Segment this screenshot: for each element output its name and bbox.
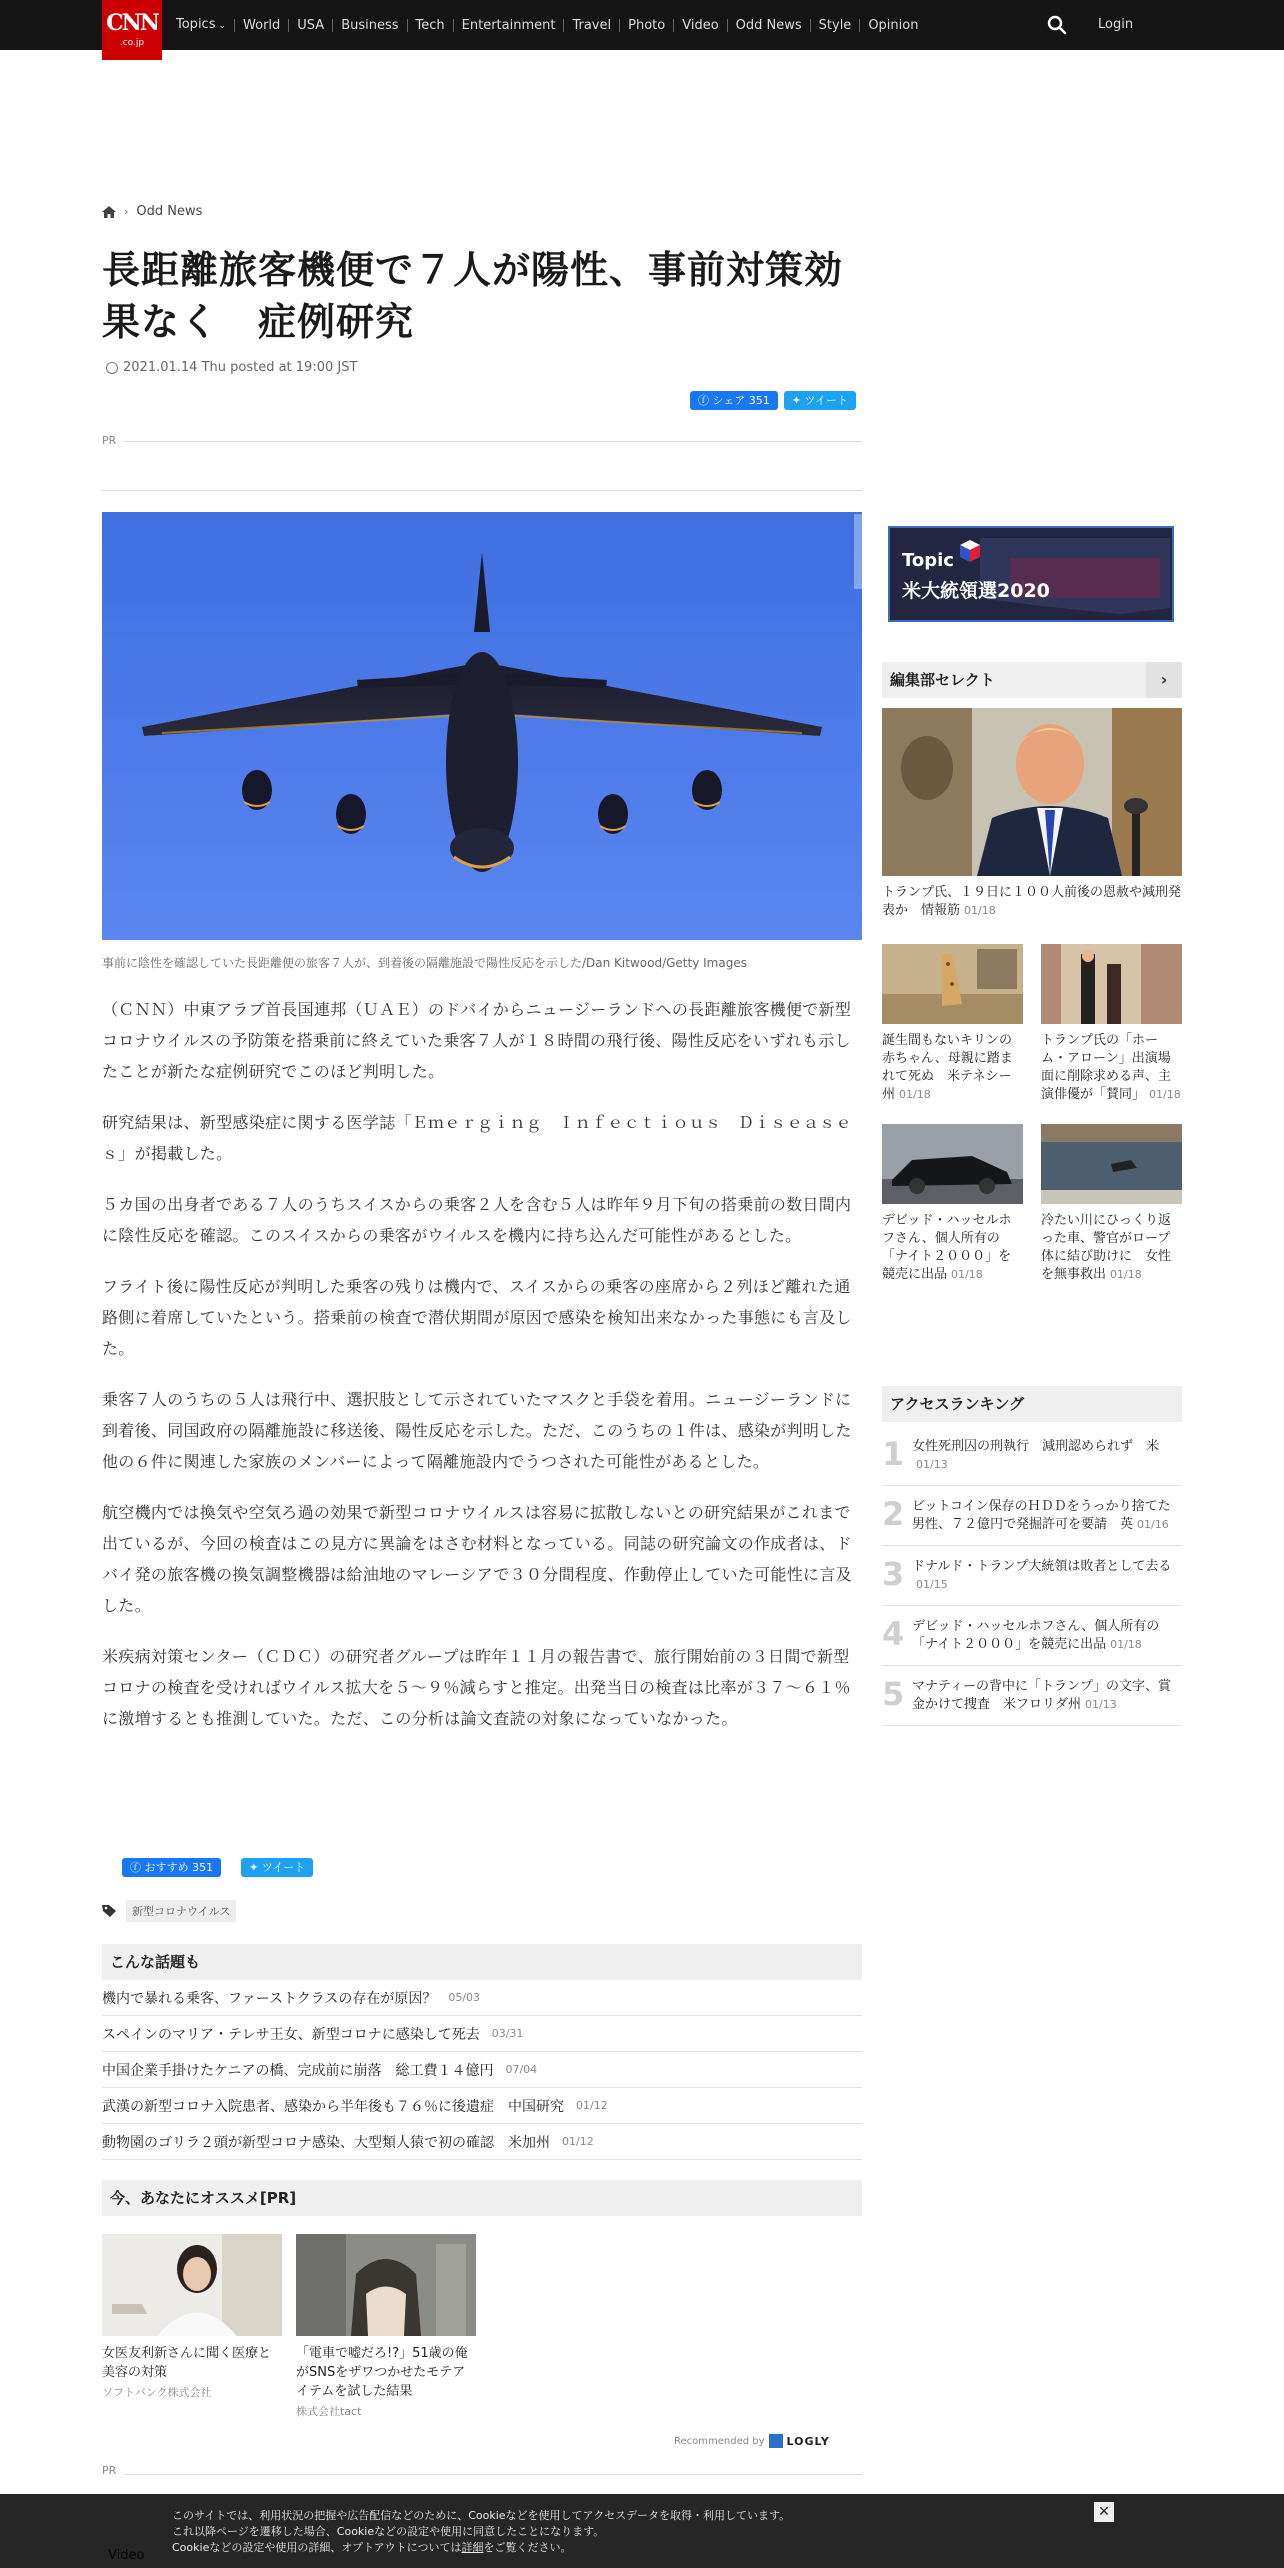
twitter-icon: ✦ (249, 1861, 262, 1874)
editor-pick[interactable] (1041, 944, 1182, 1104)
ranking-number: 3 (882, 1555, 905, 1593)
ranking-heading: アクセスランキング (882, 1386, 1182, 1422)
facebook-recommend-label: おすすめ 351 (144, 1861, 214, 1874)
tweet-button-bottom[interactable] (241, 1858, 313, 1877)
ranking-item[interactable] (882, 1546, 1182, 1606)
related-list (102, 1980, 862, 2160)
related-item[interactable] (102, 1980, 862, 2016)
recommend-card[interactable] (102, 2234, 282, 2400)
related-heading: こんな話題も (102, 1944, 862, 1980)
editor-pick[interactable] (882, 1124, 1023, 1284)
recommend-source: ソフトバンク株式会社 (102, 2386, 212, 2399)
facebook-icon: ⓕ (130, 1861, 145, 1874)
article-paragraph: 乗客７人のうちの５人は飛行中、選択肢として示されていたマスクと手袋を着用。ニュージーランドに到着後、同国政府の隔離施設に移送後、陽性反応を示した。ただ、このうちの１件は、感染が判明した他の６件に関連した家族のメンバーによって隔離施設内でうつされた可能性があるとした。 (102, 1390, 852, 1471)
related-date: 05/03 (448, 1991, 481, 2004)
pr-label: PR (102, 434, 117, 447)
nav-topics-label: Topics (176, 16, 216, 32)
cookie-line: これ以降ページを遷移した場合、Cookieなどの設定や使用に同意したことになります。 (172, 2525, 605, 2538)
topic-word: Topic (902, 550, 954, 571)
cookie-line: このサイトでは、利用状況の把握や広告配信などのために、Cookieなどを使用してアクセスデータを取得・利用しています。 (172, 2509, 791, 2522)
recommend-heading: 今、あなたにオススメ[PR] (102, 2180, 862, 2216)
related-date: 01/12 (562, 2135, 594, 2148)
logly-logo-icon (769, 2434, 783, 2448)
related-date: 07/04 (505, 2063, 538, 2076)
related-title: スペインのマリア・テレサ王女、新型コロナに感染して死去 (102, 2026, 480, 2043)
top-navigation-bar (0, 0, 1284, 50)
breadcrumb (102, 204, 202, 219)
recommend-thumbnail (296, 2234, 476, 2336)
twitter-icon: ✦ (791, 394, 805, 407)
editor-main-date: 01/18 (964, 904, 996, 917)
topic-title: 米大統領選2020 (902, 580, 1050, 602)
logo-text: CNN (106, 10, 158, 36)
article-paragraph: 航空機内では換気や空気ろ過の効果で新型コロナウイルスは容易に拡散しないとの研究結果がこれまで出ているが、今回の検査はこの見方に異論をはさむ材料となっている。同誌の研究論文の作成者は、ドバイ発の旅客機の換気調整機器は給油地のマレーシアで３０分間程度、作動停止していた可能性に言及した。 (102, 1503, 852, 1615)
related-item[interactable] (102, 2052, 862, 2088)
editor-select-label: 編集部セレクト (890, 671, 995, 689)
tag-icon (102, 1904, 118, 1918)
editor-pick-title: 冷たい川にひっくり返った車、警官がロープ体に結び助けに 女性を無事救出 01/18 (1041, 1213, 1172, 1282)
divider (124, 2474, 862, 2475)
ranking-number: 5 (882, 1675, 905, 1713)
topic-tag[interactable]: 新型コロナウイルス (126, 1900, 236, 1922)
article-paragraph: ５カ国の出身者である７人のうちスイスからの乗客２人を含む５人は昨年９月下旬の搭乗前の数日間内に陰性反応を確認。このスイスからの乗客がウイルスを機内に持ち込んだ可能性があるとした。 (102, 1195, 852, 1245)
recommend-thumbnail (102, 2234, 282, 2336)
nav-odd-news[interactable]: Odd News (727, 19, 810, 32)
logo-subtext: .co.jp (119, 38, 145, 48)
related-title: 武漢の新型コロナ入院患者、感染から半年後も７６％に後遺症 中国研究 (102, 2098, 564, 2115)
article-paragraph: 米疾病対策センター（ＣＤＣ）の研究者グループは昨年１１月の報告書で、旅行開始前の３日間で新型コロナの検査を受ければウイルス拡大を５～９％減らすと推定。出発当日の検査は比率が３７～６１％に激増するとも推測していた。ただ、この分析は論文査読の対象になっていなかった。 (102, 1647, 851, 1728)
editor-pick-title: デビッド・ハッセルホフさん、個人所有の「ナイト２０００」を競売に出品 01/18 (882, 1213, 1012, 1282)
car-thumbnail (882, 1124, 1023, 1204)
recommend-title: 「電車で嘘だろ!?」51歳の俺がSNSをザワつかせたモテアイテムを試した結果 (296, 2346, 468, 2399)
chevron-down-icon: ⌄ (218, 20, 227, 31)
nav-topics[interactable] (168, 18, 234, 33)
related-item[interactable] (102, 2124, 862, 2160)
search-icon[interactable] (1046, 14, 1068, 36)
tag-row (102, 1900, 236, 1922)
nav-tech[interactable]: Tech (407, 19, 453, 32)
chevron-right-icon: › (124, 205, 129, 218)
cnn-logo[interactable] (102, 0, 162, 60)
facebook-icon: ⓕ (698, 394, 713, 407)
us-election-banner (890, 528, 1174, 622)
related-date: 01/12 (576, 2099, 608, 2112)
ranking-title: ドナルド・トランプ大統領は敗者として去る 01/15 (912, 1559, 1172, 1591)
editor-main-image[interactable] (882, 708, 1182, 876)
editor-pick-title: 誕生間もないキリンの赤ちゃん、母親に踏まれて死ぬ 米テネシー州 01/18 (882, 1033, 1013, 1102)
cookie-text (172, 2508, 972, 2556)
facebook-share-button[interactable] (690, 391, 778, 410)
editor-pick-title: トランプ氏の「ホーム・アローン」出演場面に削除求める声、主演俳優が「賛同」 01/18 (1041, 1033, 1181, 1102)
tweet-label: ツイート (261, 1861, 306, 1874)
related-title: 中国企業手掛けたケニアの橋、完成前に崩落 総工費１４億円 (102, 2062, 494, 2079)
close-icon[interactable]: ✕ (1094, 2502, 1114, 2522)
article-paragraph: （ＣＮＮ）中東アラブ首長国連邦（ＵＡＥ）のドバイからニュージーランドへの長距離旅客機便で新型コロナウイルスの予防策を搭乗前に終えていた乗客７人が１８時間の飛行後、陽性反応をいずれも示したことが新たな症例研究でこのほど判明した。 (102, 1000, 852, 1081)
facebook-recommend-button[interactable] (122, 1858, 221, 1877)
article-body (102, 994, 862, 1754)
ranking-item[interactable] (882, 1486, 1182, 1546)
article-paragraph: 研究結果は、新型感染症に関する医学誌「Ｅｍｅｒｇｉｎｇ Ｉｎｆｅｃｔｉｏｕｓ Ｄｉｓｅａｓｅｓ」が掲載した。 (102, 1113, 852, 1163)
ranking-title: デビッド・ハッセルホフさん、個人所有の「ナイト２０００」を競売に出品 01/18 (912, 1619, 1160, 1652)
nav-style[interactable]: Style (810, 19, 860, 32)
giraffe-thumbnail (882, 944, 1023, 1024)
recommended-by-text: Recommended by (674, 2435, 765, 2447)
ranking-title: ビットコイン保存のＨＤＤをうっかり捨てた男性、７２億円で発掘許可を要請 英 01/16 (912, 1499, 1171, 1532)
ranking-item[interactable] (882, 1666, 1182, 1726)
chevron-right-icon[interactable]: › (1146, 662, 1182, 698)
editor-main-title-text: トランプ氏、１９日に１００人前後の恩赦や減刑発表か 情報筋 (882, 885, 1182, 918)
ranking-title: マナティーの背中に「トランプ」の文字、賞金かけて捜査 米フロリダ州 01/13 (912, 1679, 1171, 1712)
login-link[interactable]: Login (1098, 17, 1134, 32)
river-thumbnail (1041, 1124, 1182, 1204)
nav-world[interactable]: World (234, 19, 288, 32)
home-alone-thumbnail (1041, 944, 1182, 1024)
nav-video[interactable]: Video (673, 19, 726, 32)
cookie-line-end: をご覧ください。 (483, 2541, 572, 2554)
bottom-share-buttons (122, 1858, 313, 1877)
recommend-source: 株式会社tact (296, 2405, 362, 2418)
nav-business[interactable]: Business (332, 19, 406, 32)
logly-brand: LOGLY (786, 2434, 830, 2448)
recommend-card[interactable] (296, 2234, 476, 2419)
facebook-share-label: シェア 351 (712, 394, 770, 407)
related-title: 機内で暴れる乗客、ファーストクラスの存在が原因？ (102, 1990, 437, 2007)
home-icon[interactable] (102, 206, 116, 218)
cookie-line: Cookieなどの設定や使用の詳細、オプトアウトについては (172, 2541, 462, 2554)
nav-entertainment[interactable]: Entertainment (453, 19, 564, 32)
breadcrumb-section[interactable]: Odd News (136, 204, 203, 219)
nav-photo[interactable]: Photo (619, 19, 673, 32)
tweet-label: ツイート (804, 394, 848, 407)
editor-pick[interactable] (882, 944, 1023, 1104)
ranking-item[interactable] (882, 1606, 1182, 1666)
main-nav (168, 0, 926, 50)
airplane-image (102, 512, 862, 940)
nav-opinion[interactable]: Opinion (859, 19, 926, 32)
article-hero-image (102, 512, 862, 940)
editor-main-title[interactable] (882, 884, 1182, 920)
clock-icon (106, 362, 118, 374)
nav-usa[interactable]: USA (288, 19, 332, 32)
ranking-number: 1 (882, 1435, 905, 1473)
ranking-number: 2 (882, 1495, 905, 1533)
ranking-number: 4 (882, 1615, 905, 1653)
image-caption: 事前に陰性を確認していた長距離便の旅客７人が、到着後の隔離施設で陽性反応を示した/Dan Kitwood/Getty Images (102, 956, 747, 970)
publish-date-text: 2021.01.14 Thu posted at 19:00 JST (123, 360, 358, 375)
divider (124, 441, 862, 442)
cookie-details-link[interactable]: 詳細 (461, 2541, 484, 2554)
article-title: 長距離旅客機便で７人が陽性、事前対策効果なく 症例研究 (102, 248, 844, 344)
share-buttons (690, 391, 856, 410)
publish-date (106, 360, 357, 375)
editor-pick[interactable] (1041, 1124, 1182, 1284)
editor-select-heading (882, 662, 1182, 698)
related-date: 03/31 (491, 2027, 524, 2040)
related-item[interactable] (102, 2088, 862, 2124)
ranking-item[interactable] (882, 1426, 1182, 1486)
logly-credit[interactable] (674, 2434, 830, 2448)
related-title: 動物園のゴリラ２頭が新型コロナ感染、大型類人猿で初の確認 米加州 (102, 2134, 550, 2151)
nav-travel[interactable]: Travel (563, 19, 619, 32)
cookie-consent-bar (0, 2494, 1284, 2568)
recommend-title: 女医友利新さんに聞く医療と美容の対策 (102, 2346, 272, 2380)
trump-photo (882, 708, 1182, 876)
article-paragraph: フライト後に陽性反応が判明した乗客の残りは機内で、スイスからの乗客の座席から２列ほど離れた通路側に着席していたという。搭乗前の検査で潜伏期間が原因で感染を検知出来なかった事態にも言及した。 (102, 1277, 852, 1358)
ranking-list (882, 1426, 1182, 1726)
tweet-button[interactable] (784, 391, 856, 410)
pr-label: PR (102, 2464, 117, 2477)
divider (102, 490, 862, 491)
related-item[interactable] (102, 2016, 862, 2052)
ranking-title: 女性死刑囚の刑執行 減刑認められず 米 01/13 (912, 1439, 1160, 1471)
topic-banner[interactable] (888, 526, 1174, 622)
